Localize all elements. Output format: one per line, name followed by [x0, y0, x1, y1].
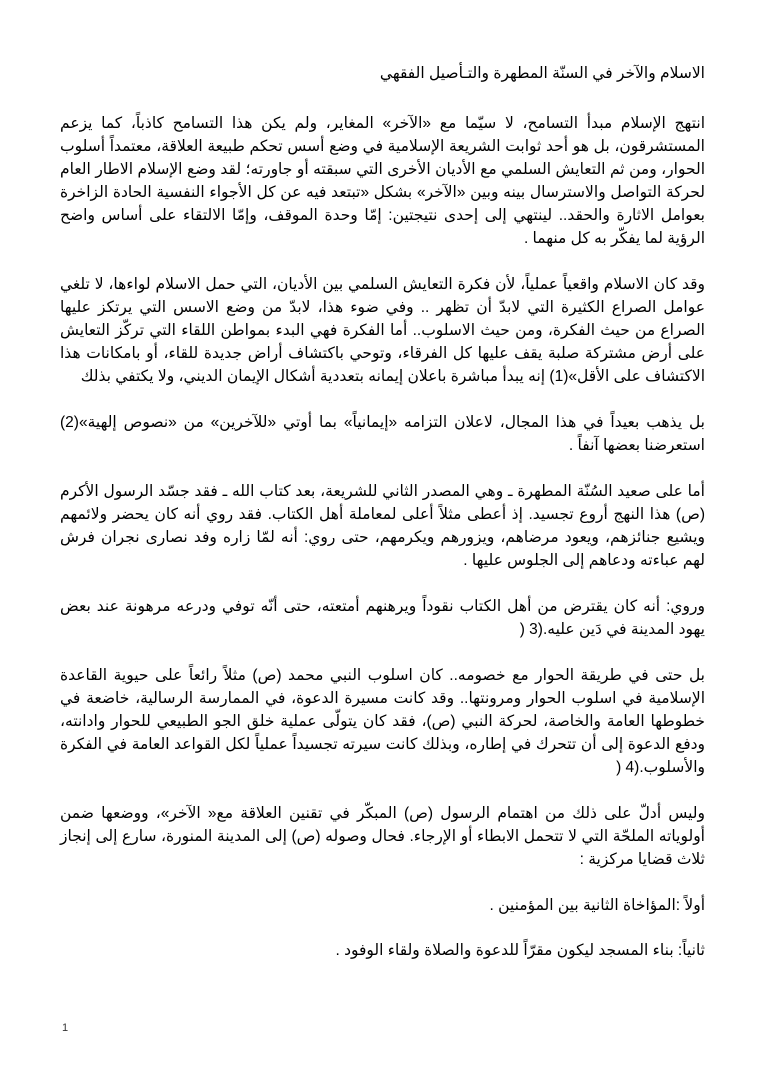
paragraph-7: وليس أدلّ على ذلك من اهتمام الرسول (ص) المبكّر في تقنين العلاقة مع« الآخر»، ووضعها ضمن أولوياته الملحّة التي لا تتحمل الابطاء أو الإرجاء. فحال وصوله (ص) إلى المدينة المنورة، سارع إلى إنجاز ثلاث قضايا مركزية :	[60, 805, 705, 868]
paragraph-4: أما على صعيد السُنّة المطهرة ـ وهي المصدر الثاني للشريعة، بعد كتاب الله ـ فقد جسّد الرسول الأكرم (ص) هذا النهج أروع تجسيد. إذ أعطى مثلاً أعلى لمعاملة أهل الكتاب. فقد روي أنه كان يحضر ولائمهم ويشيع جنائزهم، ويعود مرضاهم، ويزورهم ويكرمهم، حتى روي: أنه لمّا زاره وفد نصارى نجران فرش لهم عباءته ودعاهم إلى الجلوس عليها .	[60, 483, 705, 569]
paragraph-3: بل يذهب بعيداً في هذا المجال، لاعلان التزامه «إيمانياً» بما أوتي «للآخرين» من «نصوص إلهية»(2) استعرضنا بعضها آنفاً .	[60, 414, 705, 454]
paragraph-6: بل حتى في طريقة الحوار مع خصومه.. كان اسلوب النبي محمد (ص) مثلاً رائعاً على حيوية القاعدة الإسلامية في اسلوب الحوار ومرونتها.. وقد كانت مسيرة الدعوة، في الممارسة الرسالية، خاضعة في خطوطها العامة والخاصة، لحركة النبي (ص)، فقد كان يتولّى عملية خلق الجو الطبيعي للحوار وادانته، ودفع الدعوة إلى أن تتحرك في إطاره، وبذلك كانت سيرته تجسيداً عملياً لكل القواعد العامة في الفكرة والأسلوب.(4 (	[60, 667, 705, 776]
paragraph-5: وروي: أنه كان يقترض من أهل الكتاب نقوداً ويرهنهم أمتعته، حتى أنّه توفي ودرعه مرهونة عند بعض يهود المدينة في دَين عليه.(3 (	[60, 598, 705, 638]
paragraph-8: أولاً :المؤاخاة الثانية بين المؤمنين .	[489, 897, 705, 914]
paragraph-1: انتهج الإسلام مبدأ التسامح، لا سيّما مع «الآخر» المغاير، ولم يكن هذا التسامح كاذباً، كما يزعم المستشرقون، بل هو أحد ثوابت الشريعة الإسلامية في وضع أسس تحكم طبيعة العلاقة، معتمداً أسلوب الحوار، ومن ثم التعايش السلمي مع الأديان الأخرى التي سبقته أو جاورته؛ لقد وضع الإسلام الاطار العام لحركة التواصل والاسترسال بينه وبين «الآخر» بشكل «تبتعد فيه عن كل الأجواء النفسية الحادة الزاخرة بعوامل الاثارة والحقد.. لينتهي إلى إحدى نتيجتين: إمّا وحدة الموقف، وإمّا الالتقاء على أساس واضح الرؤية لما يفكّر به كل منهما .	[60, 115, 705, 247]
document-page	[60, 62, 705, 984]
paragraph-2: وقد كان الاسلام واقعياً عملياً، لأن فكرة التعايش السلمي بين الأديان، التي حمل الاسلام لواءها، لا تلغي عوامل الصراع الكثيرة التي لابدّ أن تظهر .. وفي ضوء هذا، لابدّ من وضع الاسس التي يرتكز عليها الصراع من حيث الفكرة، ومن حيث الاسلوب.. أما الفكرة فهي البدء بمواطن اللقاء التي تركّز التعايش على أرض مشتركة صلبة يقف عليها كل الفرقاء، وتوحي باكتشاف أراض جديدة للقاء، أو بامكانات هذا الاكتشاف على الأقل»(1) إنه يبدأ مباشرة باعلان إيمانه بتعددية أشكال الإيمان الديني، ولا يكتفي بذلك	[60, 276, 705, 385]
document-title: الاسلام والآخر في السنّة المطهرة والتـأصيل الفقهي	[379, 65, 705, 82]
page-number: 1	[62, 1022, 69, 1034]
paragraph-9: ثانياً: بناء المسجد ليكون مقرّاً للدعوة والصلاة ولقاء الوفود .	[335, 942, 705, 959]
